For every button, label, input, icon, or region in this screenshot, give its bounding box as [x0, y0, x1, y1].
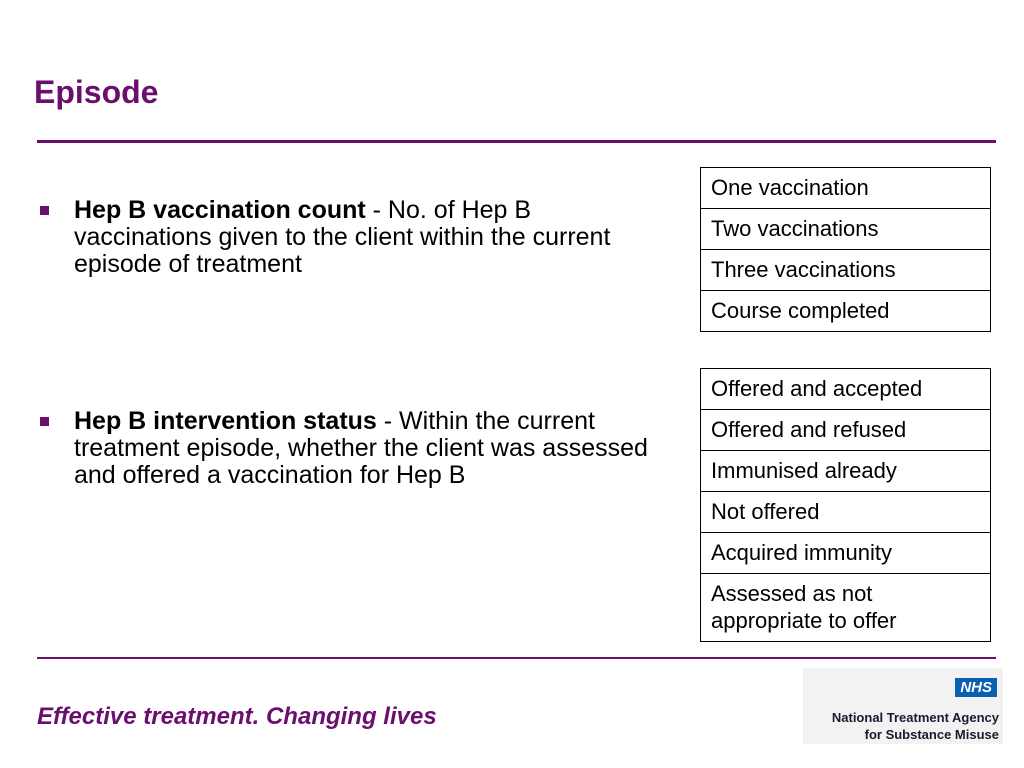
nta-logo: [803, 668, 1003, 744]
table-cell: Assessed as not appropriate to offer: [701, 574, 991, 642]
agency-line-1: National Treatment Agency: [831, 710, 999, 725]
bullet-description: - Within the current treatment episode, whether the client was assessed and offered a vaccination for Hep B: [74, 407, 648, 489]
bullet-vaccination-count: [40, 197, 670, 278]
table-row: [701, 533, 991, 574]
agency-name: [832, 709, 999, 743]
table-cell: Offered and refused: [701, 410, 991, 451]
table-row: [701, 369, 991, 410]
bullet-term: Hep B intervention status: [74, 407, 377, 435]
table-cell: Not offered: [701, 492, 991, 533]
table-row: [701, 410, 991, 451]
square-bullet-icon: [40, 417, 49, 426]
table-cell: Acquired immunity: [701, 533, 991, 574]
table-row: [701, 492, 991, 533]
footer-slogan: Effective treatment. Changing lives: [37, 703, 437, 730]
bullet-description: - No. of Hep B vaccinations given to the client within the current episode of treatment: [74, 196, 611, 278]
table-cell: Three vaccinations: [701, 250, 991, 291]
table-row: [701, 574, 991, 642]
table-row: [701, 209, 991, 250]
square-bullet-icon: [40, 206, 49, 215]
top-divider: [37, 140, 996, 143]
intervention-status-table: [700, 368, 991, 642]
bullet-text: [74, 408, 670, 489]
table-row: [701, 250, 991, 291]
nhs-logo-icon: NHS: [955, 678, 997, 697]
table-cell: Offered and accepted: [701, 369, 991, 410]
table-row: [701, 168, 991, 209]
table-cell: Course completed: [701, 291, 991, 332]
agency-line-2: for Substance Misuse: [864, 727, 999, 742]
table-cell: Two vaccinations: [701, 209, 991, 250]
bullet-text: [74, 197, 670, 278]
table-row: [701, 291, 991, 332]
bullet-intervention-status: [40, 408, 670, 489]
bottom-divider: [37, 657, 996, 659]
bullet-term: Hep B vaccination count: [74, 196, 366, 224]
page-title: Episode: [34, 74, 159, 110]
table-cell: Immunised already: [701, 451, 991, 492]
table-row: [701, 451, 991, 492]
table-cell: One vaccination: [701, 168, 991, 209]
vaccination-count-table: [700, 167, 991, 332]
